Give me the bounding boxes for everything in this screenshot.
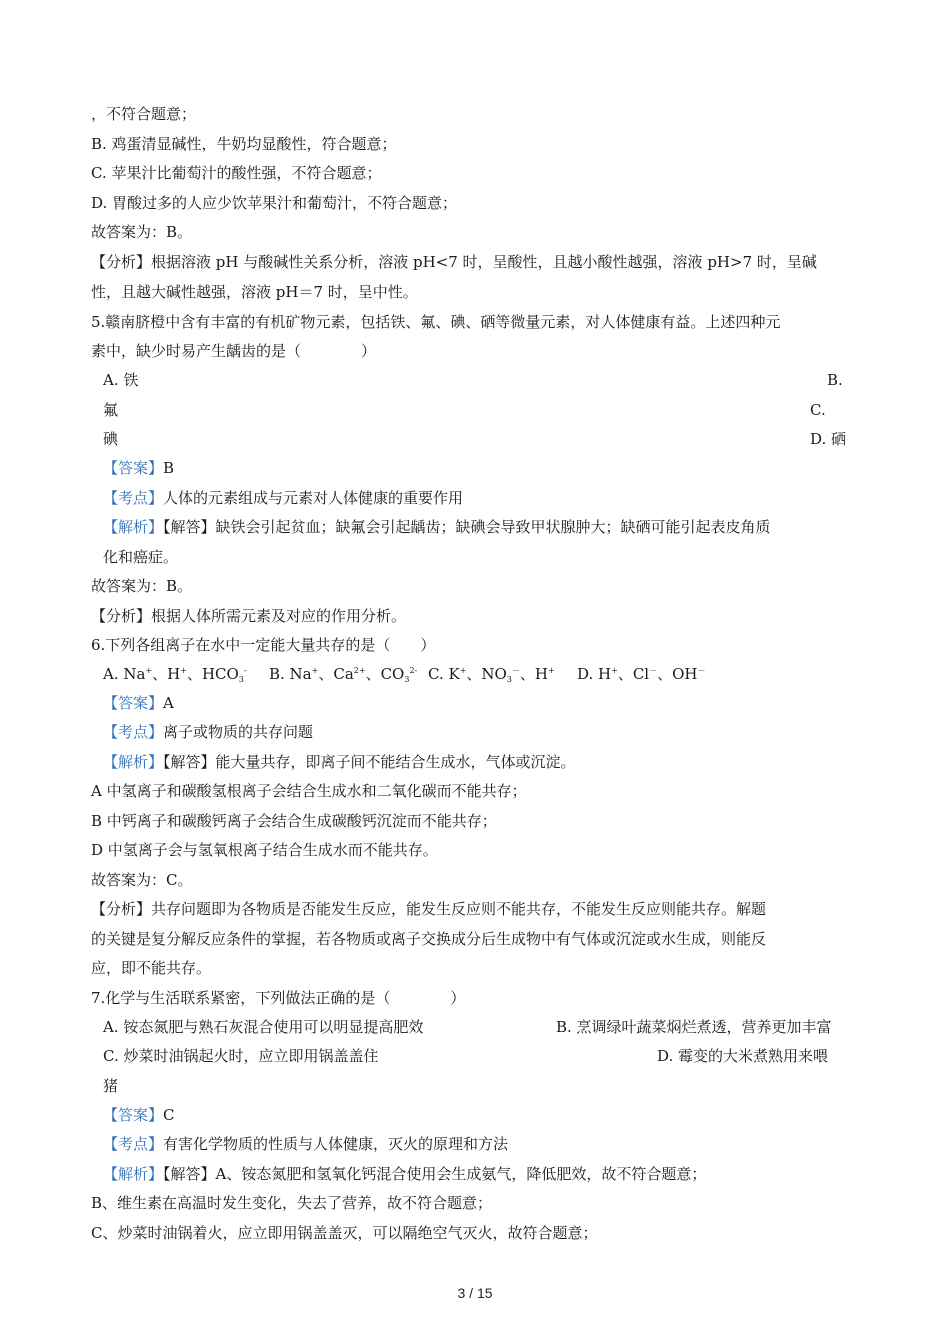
q6-fenxi-line: 【分析】共存问题即为各物质是否能发生反应，能发生反应则不能共存，不能发生反应则能共存。解题 <box>91 900 767 918</box>
analysis-label: 【解析】 <box>103 518 164 536</box>
q7-topic <box>103 1134 508 1154</box>
answer-label: 【答案】 <box>103 1106 164 1124</box>
analysis-text: 【解答】A、铵态氮肥和氢氧化钙混合使用会生成氨气，降低肥效，故不符合题意； <box>163 1165 707 1183</box>
q5-option-b-letter: B. <box>827 371 843 389</box>
answer-label: 【答案】 <box>103 459 164 477</box>
q6-analysis-line: D 中氢离子会与氢氧根离子结合生成水而不能共存。 <box>91 841 438 859</box>
q6-answer <box>103 693 174 713</box>
topic-value: 人体的元素组成与元素对人体健康的重要作用 <box>163 489 464 507</box>
topic-label: 【考点】 <box>103 1135 164 1153</box>
q6-analysis-line: A 中氢离子和碳酸氢根离子会结合生成水和二氧化碳而不能共存； <box>91 782 527 800</box>
q7-option-d: D. 霉变的大米煮熟用来喂 <box>657 1047 829 1065</box>
q5-fenxi: 【分析】根据人体所需元素及对应的作用分析。 <box>91 607 407 625</box>
q6-option-b: B. Na+、$Ca^{2+}$、$CO_3^{2-}$ <box>269 665 418 684</box>
q6-stem: 6.下列各组离子在水中一定能大量共存的是（ ） <box>91 636 436 654</box>
topic-label: 【考点】 <box>103 489 164 507</box>
q7-answer <box>103 1105 175 1125</box>
answer-value: A <box>163 694 174 712</box>
page-number: 3 / 15 <box>457 1285 493 1301</box>
q7-option-a: A. 铵态氮肥与熟石灰混合使用可以明显提高肥效 <box>103 1018 424 1036</box>
q6-topic <box>103 722 313 742</box>
q5-analysis-cont: 化和癌症。 <box>103 548 179 566</box>
q6-analysis-line: B 中钙离子和碳酸钙离子会结合生成碳酸钙沉淀而不能共存； <box>91 812 497 830</box>
q6-option-a: A. Na+、H+、$HCO_3^-$ <box>103 665 247 684</box>
q4-text-line: B. 鸡蛋清显碱性，牛奶均显酸性，符合题意； <box>91 135 397 153</box>
answer-value: B <box>163 459 175 477</box>
q7-option-b: B. 烹调绿叶蔬菜焖烂煮透，营养更加丰富 <box>556 1018 832 1036</box>
q6-option-c: C. K+、$NO_3^-$、H+ <box>428 665 555 684</box>
q7-option-d-cont: 猪 <box>103 1077 119 1095</box>
q5-analysis <box>103 517 771 537</box>
topic-value: 离子或物质的共存问题 <box>163 723 314 741</box>
q6-conclusion: 故答案为：C。 <box>91 871 193 889</box>
q7-stem: 7.化学与生活联系紧密，下列做法正确的是（ ） <box>91 989 466 1007</box>
q6-fenxi-line: 应，即不能共存。 <box>91 959 212 977</box>
q5-conclusion: 故答案为：B。 <box>91 577 193 595</box>
topic-value: 有害化学物质的性质与人体健康，灭火的原理和方法 <box>163 1135 509 1153</box>
q5-stem: 5.赣南脐橙中含有丰富的有机矿物元素，包括铁、氟、碘、硒等微量元素，对人体健康有益。上述四种元 <box>91 313 781 331</box>
q5-answer <box>103 458 174 478</box>
q4-text-line: ，不符合题意； <box>91 105 197 123</box>
answer-label: 【答案】 <box>103 694 164 712</box>
q6-analysis <box>103 752 576 772</box>
q4-fenxi-line: 性，且越大碱性越强，溶液 pH＝7 时，呈中性。 <box>91 283 418 301</box>
analysis-text: 【解答】能大量共存，即离子间不能结合生成水，气体或沉淀。 <box>163 753 576 771</box>
q5-topic <box>103 488 463 508</box>
analysis-text: 【解答】缺铁会引起贫血；缺氟会引起龋齿；缺碘会导致甲状腺肿大；缺硒可能引起表皮角质 <box>163 518 771 536</box>
q7-option-c: C. 炒菜时油锅起火时，应立即用锅盖盖住 <box>103 1047 379 1065</box>
q4-conclusion: 故答案为：B。 <box>91 223 193 241</box>
q6-fenxi-line: 的关键是复分解反应条件的掌握，若各物质或离子交换成分后生成物中有气体或沉淀或水生成，则能反 <box>91 930 767 948</box>
q5-stem: 素中，缺少时易产生龋齿的是（ ） <box>91 342 377 360</box>
q5-option-c-text: 碘 <box>103 430 119 448</box>
q6-option-d: D. H+、Cl－、OH－ <box>577 665 706 683</box>
answer-value: C <box>163 1106 175 1124</box>
q7-analysis <box>103 1164 706 1184</box>
q5-option-c-letter: C. <box>810 401 826 419</box>
q4-text-line: D. 胃酸过多的人应少饮苹果汁和葡萄汁，不符合题意； <box>91 194 458 212</box>
q7-analysis-line: B、维生素在高温时发生变化，失去了营养，故不符合题意； <box>91 1194 493 1212</box>
analysis-label: 【解析】 <box>103 753 164 771</box>
q4-text-line: C. 苹果汁比葡萄汁的酸性强，不符合题意； <box>91 164 382 182</box>
q7-analysis-line: C、炒菜时油锅着火，应立即用锅盖盖灭，可以隔绝空气灭火，故符合题意； <box>91 1224 598 1242</box>
q5-option-b-text: 氟 <box>103 401 119 419</box>
q4-fenxi-line: 【分析】根据溶液 pH 与酸碱性关系分析，溶液 pH<7 时，呈酸性，且越小酸性越强，溶液 pH>7 时，呈碱 <box>91 253 817 271</box>
topic-label: 【考点】 <box>103 723 164 741</box>
q5-option-d: D. 硒 <box>810 430 847 448</box>
analysis-label: 【解析】 <box>103 1165 164 1183</box>
q5-option-a: A. 铁 <box>103 371 139 389</box>
